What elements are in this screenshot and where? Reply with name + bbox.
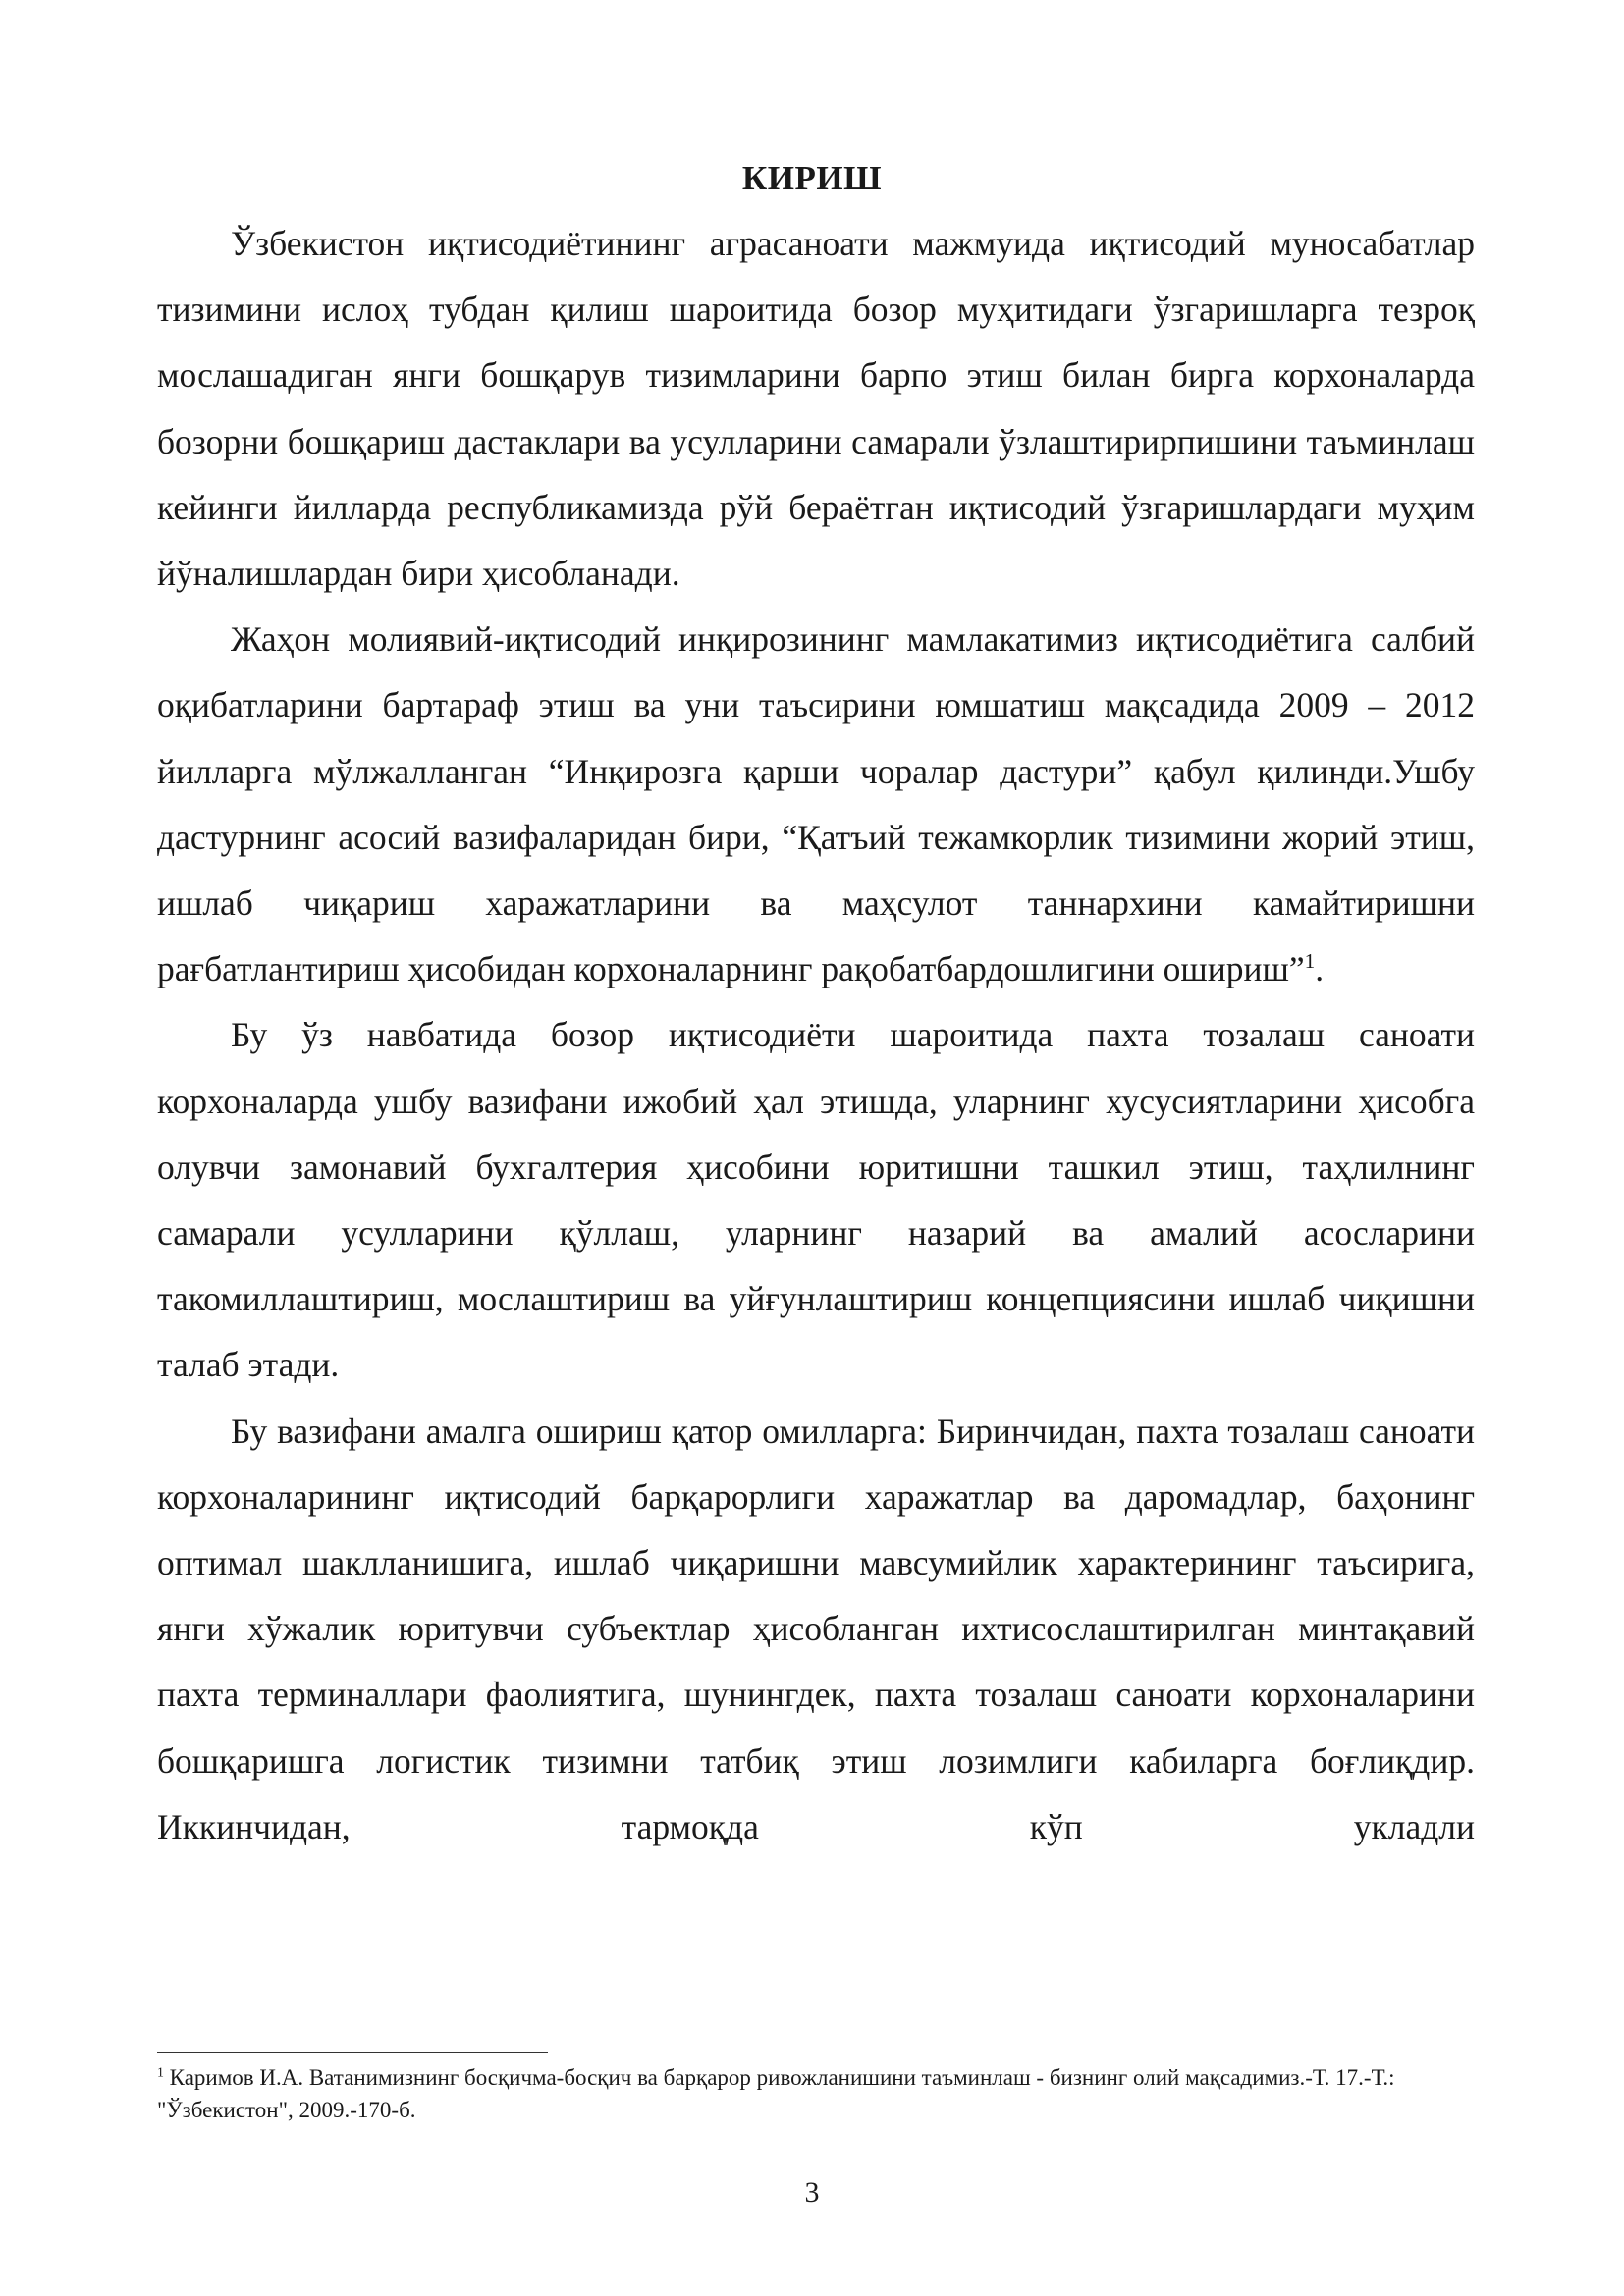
paragraph-2-end: .	[1315, 949, 1325, 989]
footnote-marker: 1	[157, 2064, 164, 2080]
footnote-separator	[157, 2052, 548, 2053]
body-text	[157, 211, 1475, 1860]
footnote-text: Каримов И.А. Ватанимизнинг босқичма-босқич ва барқарор ривожланишини таъминлаш - бизнинг олий мақсадимиз.-Т. 17.-Т.: "Ўзбекистон", 2009.-170-б.	[157, 2065, 1395, 2122]
paragraph-1: Ўзбекистон иқтисодиётининг аграсаноати мажмуида иқтисодий муносабатлар тизимини ислоҳ тубдан қилиш шароитида бозор муҳитидаги ўзгаришларга тезроқ мослашадиган янги бошқарув тизимларини барпо этиш билан бирга корхоналарда бозорни бошқариш дастаклари ва усулларини самарали ўзлаштирирпишини таъминлаш кейинги йилларда республикамизда рўй бераётган иқтисодий ўзгаришлардаги муҳим йўналишлардан бири ҳисобланади.	[157, 224, 1475, 594]
page-number: 3	[804, 2176, 820, 2209]
paragraph-2-text: Жаҳон молиявий-иқтисодий инқирозининг мамлакатимиз иқтисодиётига салбий оқибатларини бартараф этиш ва уни таъсирини юмшатиш мақсадида 2009 – 2012 йилларга мўлжалланган “Инқирозга қарши чоралар дастури” қабул қилинди.Ушбу дастурнинг асосий вазифаларидан бири, “Қатъий тежамкорлик тизимини жорий этиш, ишлаб чиқариш харажатларини ва маҳсулот таннархини камайтиришни рағбатлантириш ҳисобидан корхоналарнинг рақобатбардошлигини ошириш”	[157, 619, 1475, 989]
footnote	[157, 2061, 1475, 2126]
paragraph-3: Бу ўз навбатида бозор иқтисодиёти шароитида пахта тозалаш саноати корхоналарда ушбу вазифани ижобий ҳал этишда, уларнинг хусусиятларини ҳисобга олувчи замонавий бухгалтерия ҳисобини юритишни ташкил этиш, таҳлилнинг самарали усулларини қўллаш, уларнинг назарий ва амалий асосларини такомиллаштириш, мослаштириш ва уйғунлаштириш концепциясини ишлаб чиқишни талаб этади.	[157, 1015, 1475, 1385]
paragraph-4: Бу вазифани амалга ошириш қатор омилларга: Биринчидан, пахта тозалаш саноати корхоналарининг иқтисодий барқарорлиги харажатлар ва даромадлар, баҳонинг оптимал шаклланишига, ишлаб чиқаришни мавсумийлик характерининг таъсирига, янги хўжалик юритувчи субъектлар ҳисобланган ихтисослаштирилган минтақавий пахта терминаллари фаолиятига, шунингдек, пахта тозалаш саноати корхоналарини бошқаришга логистик тизимни татбиқ этиш лозимлиги кабиларга боғлиқдир. Иккинчидан, тармоқда кўп укладли	[157, 1411, 1475, 1846]
footnote-reference[interactable]: 1	[1304, 949, 1316, 974]
paragraph-2	[157, 607, 1475, 1002]
section-heading: КИРИШ	[741, 159, 883, 197]
